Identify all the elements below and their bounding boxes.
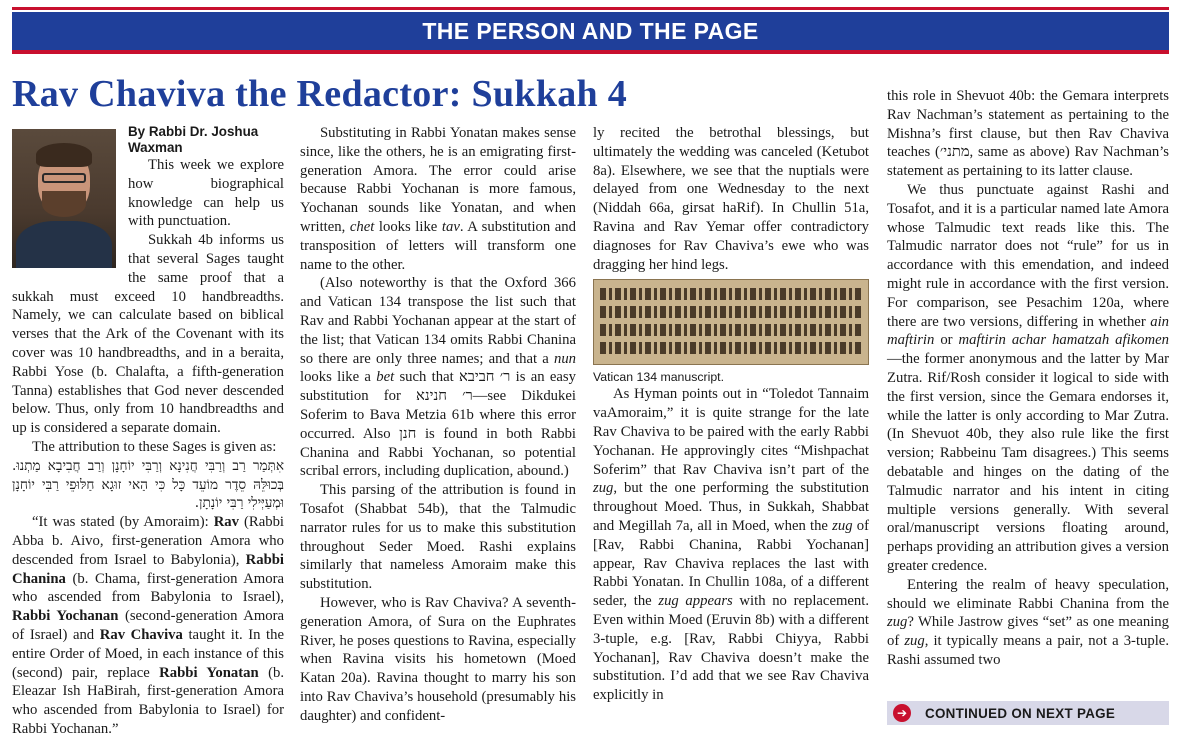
continued-label: CONTINUED ON NEXT PAGE [925, 705, 1116, 721]
author-photo [12, 129, 116, 268]
continued-on-next-page[interactable] [887, 701, 1169, 725]
col2-paragraph-4: However, who is Rav Chaviva? A seventh-generation Amora, of Sura on the Euphrates River, he poses questions to Ravina, especially when Ravina visits his hometown (Moed Katan 20a). Ravina thought to marry his son into Rav Chaviva’s household (presumably his daughter) and confident- [300, 594, 576, 724]
col1-paragraph-3: The attribution to these Sages is given as: [32, 438, 277, 455]
col2-paragraph-3: This parsing of the attribution is found in Tosafot (Shabbat 54b), that the Talmudic narrator rules for us to make this substitution throughout Seder Moed. Rashi explains similarly that nameless Amoraim make this substitution. [300, 482, 576, 593]
manuscript-caption: Vatican 134 manuscript. [593, 370, 725, 385]
manuscript-image [593, 279, 869, 365]
column-3 [593, 124, 869, 705]
col4-paragraph-1: this role in Shevuot 40b: the Gemara interprets Rav Nachman’s statement as pertaining to the Mishna’s first clause, but then Rav Chaviva teaches (מתני׳, same as above) Rav Nachman’s statement as pertaining to its latter clause. [887, 88, 1170, 180]
col3-paragraph-2: As Hyman points out in “Toledot Tannaim vaAmoraim,” it is quite strange for the late Rav Chaviva to be paired with the early Rabbi Yochanan. He approvingly cites “Mishpachat Soferim” that Rav Chaviva isn’t part of the zug, but the one performing the substitution throughout Moed. Thus, in Sukkah, Shabbat and Megillah 7a, all in Moed, when the zug of [Rav, Rabbi Chanina, Rabbi Yochanan] appear, Rav Chaviva replaces the last with Rabbi Yonatan. In Chullin 108a, of a different seder, the zug appears with no replacement. Even within Moed (Eruvin 8b) with a different 3-tuple, e.g. [Rav, Rabbi Chiyya, Rabbi Yochanan], Rav Chaviva doesn’t make the substitution. I’d add that we see Rav Chaviva explicitly in [593, 386, 870, 704]
column-1 [12, 124, 284, 736]
col1-paragraph-2: Sukkah 4b informs us that several Sages taught the same proof that a sukkah must exceed 10 handbreadths. Namely, we can calculate based on biblical verses that the Ark of the Covenant with its cover was 10 handbreadths, and in a beraita, Rabbi Yose (b. Chalafta, a fifth-generation Tanna) establishes that God never descended below. Thus, only from 10 handbreadths and up is considered a separate domain. [12, 232, 284, 437]
col4-paragraph-3: Entering the realm of heavy speculation, should we eliminate Rabbi Chanina from the zug? While Jastrow gives “set” as one meaning of zug, it typically means a pair, not a 3-tuple. Rashi assumed two [887, 576, 1169, 668]
column-4 [887, 87, 1169, 670]
byline: By Rabbi Dr. Joshua Waxman [128, 124, 259, 155]
col2-paragraph-2: (Also noteworthy is that the Oxford 366 and Vatican 134 transpose the list such that Rav and Rabbi Yochanan appear at the start of the list; that Vatican 134 omits Rabbi Chanina so there are only three names; and that a nun looks like a bet such that ר׳ חביבא is an easy substitution for ר׳ חנינא—see Dikdukei Soferim to Bava Metzia 61b where this error occurred. Also חנן is found in both Rabbi Chanina and Rabbi Yochanan, so potential scribal errors, including duplication, abound.) [300, 275, 576, 480]
col1-paragraph-4: “It was stated (by Amoraim): Rav (Rabbi Abba b. Aivo, first-generation Amora who descended from Israel to Babylonia), Rabbi Chanina (b. Chama, first-generation Amora who ascended from Babylonia to Israel), Rabbi Yochanan (second-generation Amora of Israel) and Rav Chaviva taught it. In the entire Order of Moed, in each instance of this (second) pair, replace Rabbi Yonatan (b. Eleazar Ish HaBirah, first-generation Amora who ascended from Babylonia to Israel) for Rabbi Yochanan.” [12, 514, 285, 736]
hebrew-quote: אִתְּמַר רַב וְרַבִּי חֲנִינָא וְרַבִּי יוֹחָנָן וְרַב חֲבִיבָא מַתְנוּ. בְּכוּלֵּהּ סֵדֶר מוֹעֵד כָּל כִּי הַאי זוּגָא חַלּוּפֵי רַבִּי יוֹחָנָן וּמְעַיְּילִי רַבִּי יוֹנָתָן. [12, 457, 284, 512]
article-headline: Rav Chaviva the Redactor: Sukkah 4 [12, 73, 628, 115]
col4-paragraph-2: We thus punctuate against Rashi and Tosafot, and it is a particular named late Amora whose Talmudic text reads like this. The Talmudic narrator does not “rule” for us in accordance with this emendation, and indeed might rule in accordance with the first version. For comparison, see Pesachim 120a, where there are two versions, differing in whether ain maftirin or maftirin achar hamatzah afikomen—the former anonymous and the latter by Mar Zutra. Rif/Rosh consider it logical to side with the first version, since the Gemara endorses it, while the latter is only according to Mar Zutra. (In Shevuot 40b, they also rule like the first version; Rabbeinu Tam disagrees.) This seems debatable and hinges on the dating of the Talmudic narrator and his intent in citing multiple versions generally. With several oral/manuscript versions floating around, perhaps providing an attribution gives a version greater credence. [887, 181, 1169, 574]
top-rule [12, 7, 1169, 10]
section-title: THE PERSON AND THE PAGE [422, 17, 759, 44]
col3-paragraph-1: ly recited the betrothal blessings, but ultimately the wedding was canceled (Ketubot 8a). Elsewhere, we see that the nuptials were delayed from one Wednesday to the next (Niddah 66a, girsat haRif). In Chullin 51a, Ravina and Rav Yemar offer contradictory diagnoses for Rav Chaviva’s ewe who was dragging her hind legs. [593, 125, 869, 273]
arrow-right-icon: ➔ [893, 704, 911, 722]
column-2 [300, 124, 576, 726]
section-banner [12, 12, 1169, 54]
col1-paragraph-1: This week we explore how biographical knowledge can help us with punctuation. [128, 157, 284, 230]
col2-paragraph-1: Substituting in Rabbi Yonatan makes sense since, like the others, he is an emigrating first-generation Amora. The error could arise because Rabbi Yochanan is more famous, Yochanan sounds like Yonatan, and when written, chet looks like tav. A substitution and transposition of letters will transform one name to the other. [300, 125, 576, 273]
